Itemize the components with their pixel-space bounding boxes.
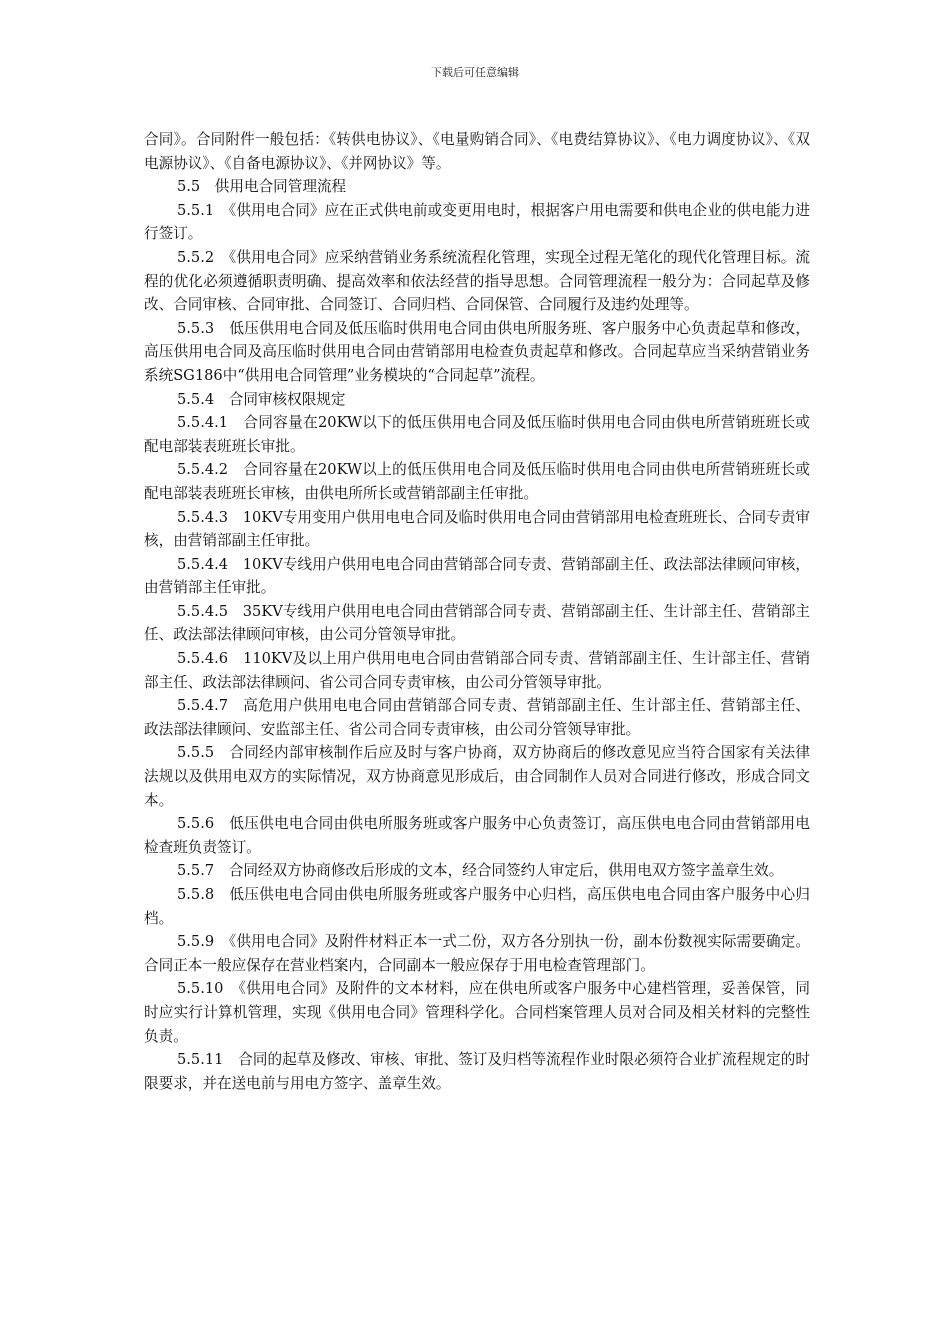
paragraph-5-5-2: 5.5.2 《供用电合同》应采纳营销业务系统流程化管理，实现全过程无笔化的现代化管理目标。流程的优化必须遵循职责明确、提高效率和依法经营的指导思想。合同管理流程一般分为：合同起草及修改、合同审核、合同审批、合同签订、合同归档、合同保管、合同履行及违约处理等。: [144, 248, 810, 314]
document-body: [144, 128, 810, 1095]
paragraph-5-5-6: 5.5.6 低压供电电合同由供电所服务班或客户服务中心负责签订，高压供电电合同由营销部用电检查班负责签订。: [144, 815, 810, 856]
paragraph-5-5-5: 5.5.5 合同经内部审核制作后应及时与客户协商，双方协商后的修改意见应当符合国家有关法律法规以及供用电双方的实际情况，双方协商意见形成后，由合同制作人员对合同进行修改，形成合同文本。: [144, 744, 810, 809]
paragraph-5-5-4-7: 5.5.4.7 高危用户供用电电合同由营销部合同专责、营销部副主任、生计部主任、营销部主任、政法部法律顾问、安监部主任、省公司合同专责审核，由公司分管领导审批。: [144, 697, 810, 738]
paragraph-5-5-4-3: 5.5.4.3 10KV专用变用户供用电电合同及临时供用电合同由营销部用电检查班班长、合同专责审核，由营销部副主任审批。: [144, 508, 810, 550]
section-heading-5-5: 5.5 供用电合同管理流程: [177, 178, 347, 196]
paragraph-5-5-3: 5.5.3 低压供用电合同及低压临时供用电合同由供电所服务班、客户服务中心负责起草和修改，高压供用电合同及高压临时供用电合同由营销部用电检查负责起草和修改。合同起草应当采纳营销业务系统SG186中“供用电合同管理”业务模块的“合同起草”流程。: [144, 319, 810, 384]
paragraph-5-5-4-5: 5.5.4.5 35KV专线用户供用电电合同由营销部合同专责、营销部副主任、生计部主任、营销部主任、政法部法律顾问审核，由公司分管领导审批。: [144, 602, 810, 644]
paragraph-5-5-1: 5.5.1 《供用电合同》应在正式供电前或变更用电时，根据客户用电需要和供电企业的供电能力进行签订。: [144, 201, 810, 243]
section-heading-5-5-4: 5.5.4 合同审核权限规定: [177, 390, 346, 408]
paragraph-5-5-7: 5.5.7 合同经双方协商修改后形成的文本，经合同签约人审定后，供用电双方签字盖章生效。: [177, 862, 784, 880]
paragraph-5-5-10: 5.5.10 《供用电合同》及附件的文本材料，应在供电所或客户服务中心建档管理，妥善保管，同时应实行计算机管理，实现《供用电合同》管理科学化。合同档案管理人员对合同及相关材料的完整性负责。: [144, 980, 810, 1045]
paragraph-5-5-4-4: 5.5.4.4 10KV专线用户供用电电合同由营销部合同专责、营销部副主任、政法部法律顾问审核，由营销部主任审批。: [144, 555, 810, 597]
paragraph-5-5-8: 5.5.8 低压供电电合同由供电所服务班或客户服务中心归档，高压供电电合同由客户服务中心归档。: [144, 886, 810, 927]
page-header-note: 下载后可任意编辑: [431, 66, 519, 79]
paragraph-5-5-4-6: 5.5.4.6 110KV及以上用户供用电电合同由营销部合同专责、营销部副主任、生计部主任、营销部主任、政法部法律顾问、省公司合同专责审核，由公司分管领导审批。: [144, 650, 810, 691]
paragraph-5-5-4-1: 5.5.4.1 合同容量在20KW以下的低压供用电合同及低压临时供用电合同由供电所营销班班长或配电部装表班班长审批。: [144, 414, 810, 455]
paragraph-5-5-11: 5.5.11 合同的起草及修改、审核、审批、签订及归档等流程作业时限必须符合业扩流程规定的时限要求，并在送电前与用电方签字、盖章生效。: [144, 1051, 810, 1092]
paragraph-0: 合同》。合同附件一般包括：《转供电协议》、《电量购销合同》、《电费结算协议》、《电力调度协议》、《双电源协议》、《自备电源协议》、《并网协议》等。: [144, 131, 810, 172]
paragraph-5-5-4-2: 5.5.4.2 合同容量在20KW以上的低压供用电合同及低压临时供用电合同由供电所营销班班长或配电部装表班班长审核，由供电所所长或营销部副主任审批。: [144, 461, 810, 502]
paragraph-5-5-9: 5.5.9 《供用电合同》及附件材料正本一式二份，双方各分别执一份，副本份数视实际需要确定。合同正本一般应保存在营业档案内，合同副本一般应保存于用电检查管理部门。: [144, 933, 810, 974]
